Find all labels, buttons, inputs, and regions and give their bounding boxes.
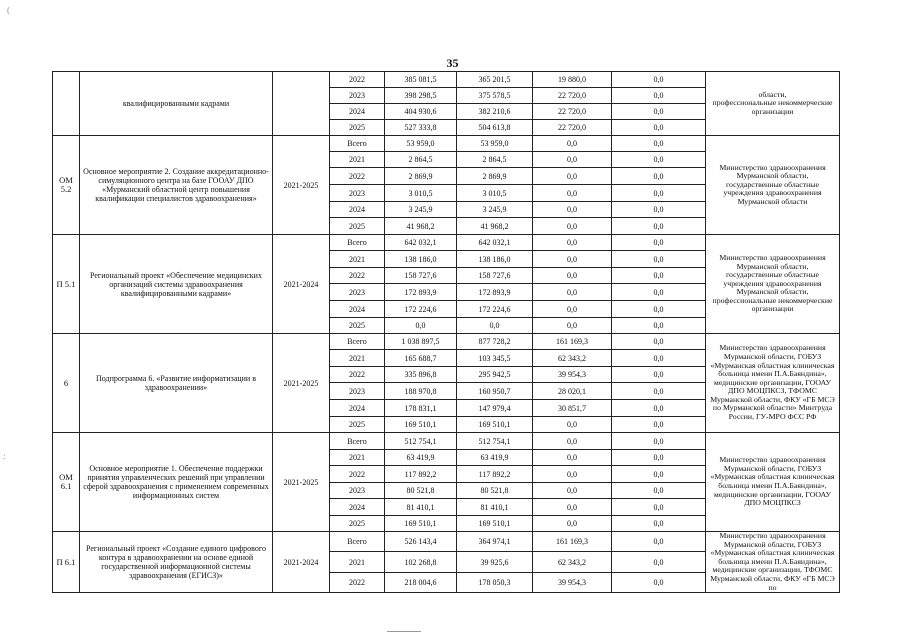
year-cell: 2023 [330,483,385,499]
federal-budget-cell: 28 020,1 [533,383,612,400]
federal-budget-cell: 0,0 [533,466,612,483]
total-cell: 102 268,8 [385,552,457,572]
item-code [53,72,80,136]
item-code: 6 [53,334,80,433]
other-sources-cell: 0,0 [612,433,706,450]
total-cell: 169 510,1 [385,516,457,532]
other-sources-cell: 0,0 [612,88,706,104]
other-sources-cell: 0,0 [612,383,706,400]
total-cell: 3 010,5 [385,185,457,202]
table-row [53,136,840,152]
federal-budget-cell: 0,0 [533,235,612,251]
year-cell: 2024 [330,202,385,218]
footer-line [387,631,421,632]
executors-cell: Министерство здравоохранения Мурманской области, государственные областные учреждения здравоохранения Мурманской области [706,136,840,235]
year-cell: Всего [330,532,385,552]
federal-budget-cell: 0,0 [533,301,612,318]
regional-budget-cell: 642 032,1 [457,235,533,251]
other-sources-cell: 0,0 [612,532,706,552]
item-period [273,72,330,136]
federal-budget-cell: 39 954,3 [533,572,612,592]
federal-budget-cell: 62 343,2 [533,552,612,572]
year-cell: 2022 [330,268,385,284]
regional-budget-cell: 172 893,9 [457,284,533,301]
item-name: квалифицированными кадрами [80,72,273,136]
federal-budget-cell: 0,0 [533,516,612,532]
year-cell: 2021 [330,450,385,466]
year-cell: 2022 [330,367,385,383]
regional-budget-cell: 160 950,7 [457,383,533,400]
regional-budget-cell: 2 864,5 [457,152,533,168]
year-cell: Всего [330,235,385,251]
year-cell: Всего [330,136,385,152]
item-code: П 6.1 [53,532,80,593]
other-sources-cell: 0,0 [612,572,706,592]
other-sources-cell: 0,0 [612,152,706,168]
regional-budget-cell: 504 613,8 [457,120,533,136]
item-code: ОМ 5.2 [53,136,80,235]
regional-budget-cell: 169 510,1 [457,516,533,532]
other-sources-cell: 0,0 [612,218,706,235]
total-cell: 165 688,7 [385,350,457,367]
item-name: Региональный проект «Обеспечение медицинских организаций системы здравоохранения квалифицированными кадрами» [80,235,273,334]
regional-budget-cell: 2 869,9 [457,168,533,185]
federal-budget-cell: 0,0 [533,483,612,499]
total-cell: 169 510,1 [385,417,457,433]
executors-cell: области, профессиональные некоммерческие организации [706,72,840,136]
other-sources-cell: 0,0 [612,334,706,350]
federal-budget-cell: 0,0 [533,433,612,450]
other-sources-cell: 0,0 [612,120,706,136]
other-sources-cell: 0,0 [612,483,706,499]
regional-budget-cell: 80 521,8 [457,483,533,499]
other-sources-cell: 0,0 [612,417,706,433]
item-code: П 5.1 [53,235,80,334]
total-cell: 0,0 [385,318,457,334]
regional-budget-cell: 877 728,2 [457,334,533,350]
item-code: ОМ 6.1 [53,433,80,532]
year-cell: 2022 [330,168,385,185]
regional-budget-cell: 103 345,5 [457,350,533,367]
item-name: Подпрограмма 6. «Развитие информатизации в здравоохранении» [80,334,273,433]
other-sources-cell: 0,0 [612,466,706,483]
regional-budget-cell: 53 959,0 [457,136,533,152]
total-cell: 385 081,5 [385,72,457,88]
total-cell: 526 143,4 [385,532,457,552]
federal-budget-cell: 0,0 [533,202,612,218]
federal-budget-cell: 0,0 [533,450,612,466]
total-cell: 2 864,5 [385,152,457,168]
year-cell: 2022 [330,466,385,483]
year-cell: 2024 [330,499,385,516]
item-period: 2021-2025 [273,334,330,433]
year-cell: Всего [330,334,385,350]
federal-budget-cell: 0,0 [533,499,612,516]
regional-budget-cell: 375 578,5 [457,88,533,104]
federal-budget-cell: 0,0 [533,218,612,235]
year-cell: 2023 [330,88,385,104]
regional-budget-cell: 63 419,9 [457,450,533,466]
federal-budget-cell: 0,0 [533,185,612,202]
total-cell: 188 970,8 [385,383,457,400]
year-cell: 2021 [330,152,385,168]
total-cell: 2 869,9 [385,168,457,185]
scan-artifact: : [3,451,6,461]
total-cell: 3 245,9 [385,202,457,218]
executors-cell: Министерство здравоохранения Мурманской области, ГОБУЗ «Мурманская областная клиническая больница имени П.А.Баяндина», медицинские организации, ГООАУ ДПО МОЦПКСЗ, ТФОМС Мурманской области, ФКУ «ГБ МСЭ по Мурманской области» Минтруда России, ГУ-МРО ФСС РФ [706,334,840,433]
year-cell: 2022 [330,72,385,88]
total-cell: 158 727,6 [385,268,457,284]
year-cell: 2021 [330,350,385,367]
federal-budget-cell: 0,0 [533,417,612,433]
federal-budget-cell: 0,0 [533,284,612,301]
other-sources-cell: 0,0 [612,499,706,516]
total-cell: 398 298,5 [385,88,457,104]
regional-budget-cell: 169 510,1 [457,417,533,433]
federal-budget-cell: 22 720,0 [533,104,612,120]
other-sources-cell: 0,0 [612,168,706,185]
other-sources-cell: 0,0 [612,301,706,318]
item-name: Региональный проект «Создание единого цифрового контура в здравоохранении на основе единой государственной информационной системы здравоохранения (ЕГИСЗ)» [80,532,273,593]
year-cell: 2021 [330,552,385,572]
total-cell: 642 032,1 [385,235,457,251]
scan-artifact: ( [7,5,10,15]
table-row [53,532,840,552]
total-cell: 63 419,9 [385,450,457,466]
regional-budget-cell: 0,0 [457,318,533,334]
federal-budget-cell: 0,0 [533,268,612,284]
other-sources-cell: 0,0 [612,367,706,383]
year-cell: 2023 [330,284,385,301]
year-cell: 2025 [330,218,385,235]
other-sources-cell: 0,0 [612,318,706,334]
regional-budget-cell: 364 974,1 [457,532,533,552]
item-name: Основное мероприятие 2. Создание аккредитационно-симуляционного центра на базе ГООАУ ДПО «Мурманский областной центр повышения квалификации специалистов здравоохранения» [80,136,273,235]
federal-budget-cell: 161 169,3 [533,532,612,552]
regional-budget-cell: 178 050,3 [457,572,533,592]
total-cell: 80 521,8 [385,483,457,499]
federal-budget-cell: 0,0 [533,136,612,152]
page-number: 35 [446,56,459,70]
total-cell: 117 892,2 [385,466,457,483]
executors-cell: Министерство здравоохранения Мурманской области, государственные областные учреждения здравоохранения Мурманской области, профессиональные некоммерческие организации [706,235,840,334]
other-sources-cell: 0,0 [612,552,706,572]
federal-budget-cell: 39 954,3 [533,367,612,383]
table-row [53,334,840,350]
item-period: 2021-2025 [273,136,330,235]
regional-budget-cell: 81 410,1 [457,499,533,516]
other-sources-cell: 0,0 [612,72,706,88]
year-cell: 2021 [330,251,385,268]
year-cell: 2024 [330,301,385,318]
federal-budget-cell: 0,0 [533,318,612,334]
regional-budget-cell: 158 727,6 [457,268,533,284]
year-cell: 2024 [330,104,385,120]
table-row [53,72,840,88]
year-cell: 2025 [330,318,385,334]
total-cell: 527 333,8 [385,120,457,136]
federal-budget-cell: 19 880,0 [533,72,612,88]
item-name: Основное мероприятие 1. Обеспечение поддержки принятия управленческих решений при управлении сферой здравоохранения с применением современных информационных систем [80,433,273,532]
item-period: 2021-2025 [273,433,330,532]
total-cell: 172 224,6 [385,301,457,318]
table-row [53,235,840,251]
executors-cell: Министерство здравоохранения Мурманской области, ГОБУЗ «Мурманская областная клиническая больница имени П.А.Баяндина», медицинские организации, ТФОМС Мурманской области, ФКУ «ГБ МСЭ по [706,532,840,593]
regional-budget-cell: 365 201,5 [457,72,533,88]
other-sources-cell: 0,0 [612,450,706,466]
year-cell: 2025 [330,120,385,136]
budget-table [52,71,840,593]
regional-budget-cell: 117 892,2 [457,466,533,483]
other-sources-cell: 0,0 [612,284,706,301]
executors-cell: Министерство здравоохранения Мурманской области, ГОБУЗ «Мурманская областная клиническая больница имени П.А.Баяндина», медицинские организации, ГООАУ ДПО МОЦПКСЗ [706,433,840,532]
regional-budget-cell: 382 210,6 [457,104,533,120]
year-cell: 2022 [330,572,385,592]
federal-budget-cell: 0,0 [533,152,612,168]
federal-budget-cell: 0,0 [533,168,612,185]
federal-budget-cell: 22 720,0 [533,88,612,104]
year-cell: 2025 [330,417,385,433]
other-sources-cell: 0,0 [612,516,706,532]
other-sources-cell: 0,0 [612,104,706,120]
regional-budget-cell: 295 942,5 [457,367,533,383]
regional-budget-cell: 3 245,9 [457,202,533,218]
total-cell: 404 930,6 [385,104,457,120]
total-cell: 172 893,9 [385,284,457,301]
other-sources-cell: 0,0 [612,202,706,218]
regional-budget-cell: 41 968,2 [457,218,533,235]
total-cell: 138 186,0 [385,251,457,268]
federal-budget-cell: 22 720,0 [533,120,612,136]
federal-budget-cell: 30 851,7 [533,400,612,417]
year-cell: 2023 [330,383,385,400]
total-cell: 1 038 897,5 [385,334,457,350]
other-sources-cell: 0,0 [612,235,706,251]
total-cell: 81 410,1 [385,499,457,516]
total-cell: 335 896,8 [385,367,457,383]
table-row [53,433,840,450]
other-sources-cell: 0,0 [612,400,706,417]
regional-budget-cell: 512 754,1 [457,433,533,450]
regional-budget-cell: 3 010,5 [457,185,533,202]
year-cell: Всего [330,433,385,450]
item-period: 2021-2024 [273,532,330,593]
year-cell: 2024 [330,400,385,417]
other-sources-cell: 0,0 [612,268,706,284]
other-sources-cell: 0,0 [612,136,706,152]
regional-budget-cell: 147 979,4 [457,400,533,417]
other-sources-cell: 0,0 [612,251,706,268]
regional-budget-cell: 39 925,6 [457,552,533,572]
total-cell: 53 959,0 [385,136,457,152]
regional-budget-cell: 138 186,0 [457,251,533,268]
federal-budget-cell: 161 169,3 [533,334,612,350]
total-cell: 218 004,6 [385,572,457,592]
total-cell: 41 968,2 [385,218,457,235]
other-sources-cell: 0,0 [612,350,706,367]
regional-budget-cell: 172 224,6 [457,301,533,318]
item-period: 2021-2024 [273,235,330,334]
federal-budget-cell: 62 343,2 [533,350,612,367]
total-cell: 512 754,1 [385,433,457,450]
other-sources-cell: 0,0 [612,185,706,202]
total-cell: 178 831,1 [385,400,457,417]
year-cell: 2023 [330,185,385,202]
federal-budget-cell: 0,0 [533,251,612,268]
year-cell: 2025 [330,516,385,532]
